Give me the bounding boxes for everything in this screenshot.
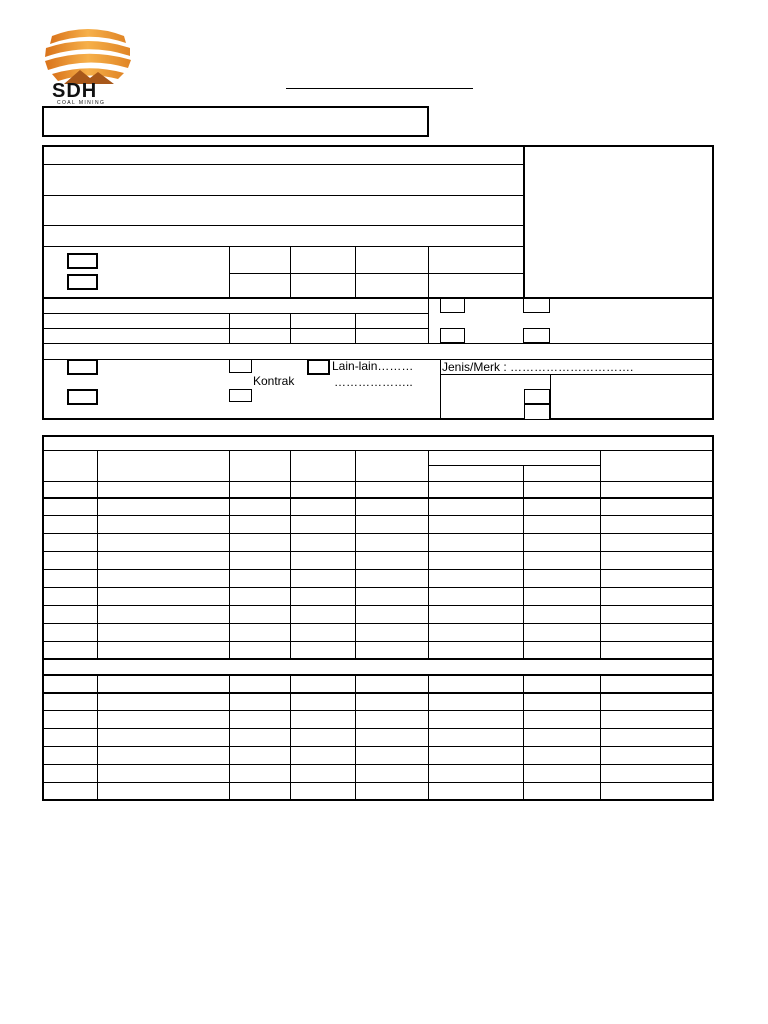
- middle-col-line: [229, 313, 230, 343]
- table-row-line: [42, 710, 714, 711]
- upper-col-line: [229, 246, 230, 298]
- checkbox[interactable]: [67, 274, 98, 290]
- checkbox[interactable]: [524, 404, 550, 420]
- checkbox[interactable]: [67, 253, 98, 269]
- table-row-line: [42, 782, 714, 783]
- upper-col-line: [428, 246, 429, 298]
- other-label: Lain-lain………: [332, 359, 414, 373]
- checkbox[interactable]: [67, 359, 98, 375]
- upper-row-line: [42, 164, 523, 165]
- logo-emblem: [40, 26, 136, 88]
- checkbox[interactable]: [229, 389, 252, 402]
- upper-row-line: [42, 297, 714, 299]
- checkbox[interactable]: [523, 328, 550, 343]
- table-row-line: [42, 764, 714, 765]
- table-row-line: [42, 728, 714, 729]
- table-row-line: [42, 692, 714, 694]
- middle-col-line: [550, 374, 551, 420]
- middle-col-line: [440, 359, 441, 420]
- logo-subtitle: COAL MINING: [57, 100, 106, 106]
- middle-row-line: [42, 313, 428, 314]
- header-field-box[interactable]: [42, 106, 429, 137]
- table-row-line: [42, 450, 714, 451]
- checkbox[interactable]: [524, 389, 550, 404]
- checkbox[interactable]: [523, 298, 550, 313]
- table-row-line: [42, 569, 714, 570]
- middle-row-line: [42, 328, 428, 329]
- table-row-line: [42, 551, 714, 552]
- logo-name: SDH: [52, 80, 98, 102]
- upper-col-line: [355, 246, 356, 298]
- upper-col-line: [290, 246, 291, 298]
- table-row-line: [42, 481, 714, 482]
- middle-col-line: [355, 313, 356, 343]
- middle-col-line: [290, 313, 291, 343]
- contract-dots: ………………..: [334, 375, 413, 389]
- table-row-line: [42, 658, 714, 660]
- table-row-line: [42, 674, 714, 676]
- upper-row-line: [42, 195, 523, 196]
- table-row-line: [42, 746, 714, 747]
- table-row-line: [42, 641, 714, 642]
- table-row-line: [42, 515, 714, 516]
- table-row-line: [42, 587, 714, 588]
- company-logo: [40, 26, 136, 106]
- table-row-line: [42, 533, 714, 534]
- middle-row-line: [42, 343, 714, 344]
- table-col-line: [523, 465, 524, 659]
- brand-label: Jenis/Merk : ………………………….: [442, 360, 634, 374]
- checkbox[interactable]: [440, 328, 465, 343]
- checkbox[interactable]: [307, 359, 330, 375]
- checkbox[interactable]: [229, 359, 252, 373]
- checkbox[interactable]: [440, 298, 465, 313]
- middle-row-line: [440, 374, 714, 375]
- table-row-line: [428, 465, 600, 466]
- upper-row-line: [229, 273, 523, 274]
- title-underline: [286, 88, 473, 89]
- table-row-line: [42, 497, 714, 499]
- middle-col-line: [428, 297, 429, 343]
- table-row-line: [42, 605, 714, 606]
- table-row-line: [42, 623, 714, 624]
- contract-label: Kontrak: [253, 374, 295, 388]
- upper-right-divider: [523, 145, 525, 298]
- checkbox[interactable]: [67, 389, 98, 405]
- upper-row-line: [42, 225, 523, 226]
- upper-row-line: [42, 246, 523, 247]
